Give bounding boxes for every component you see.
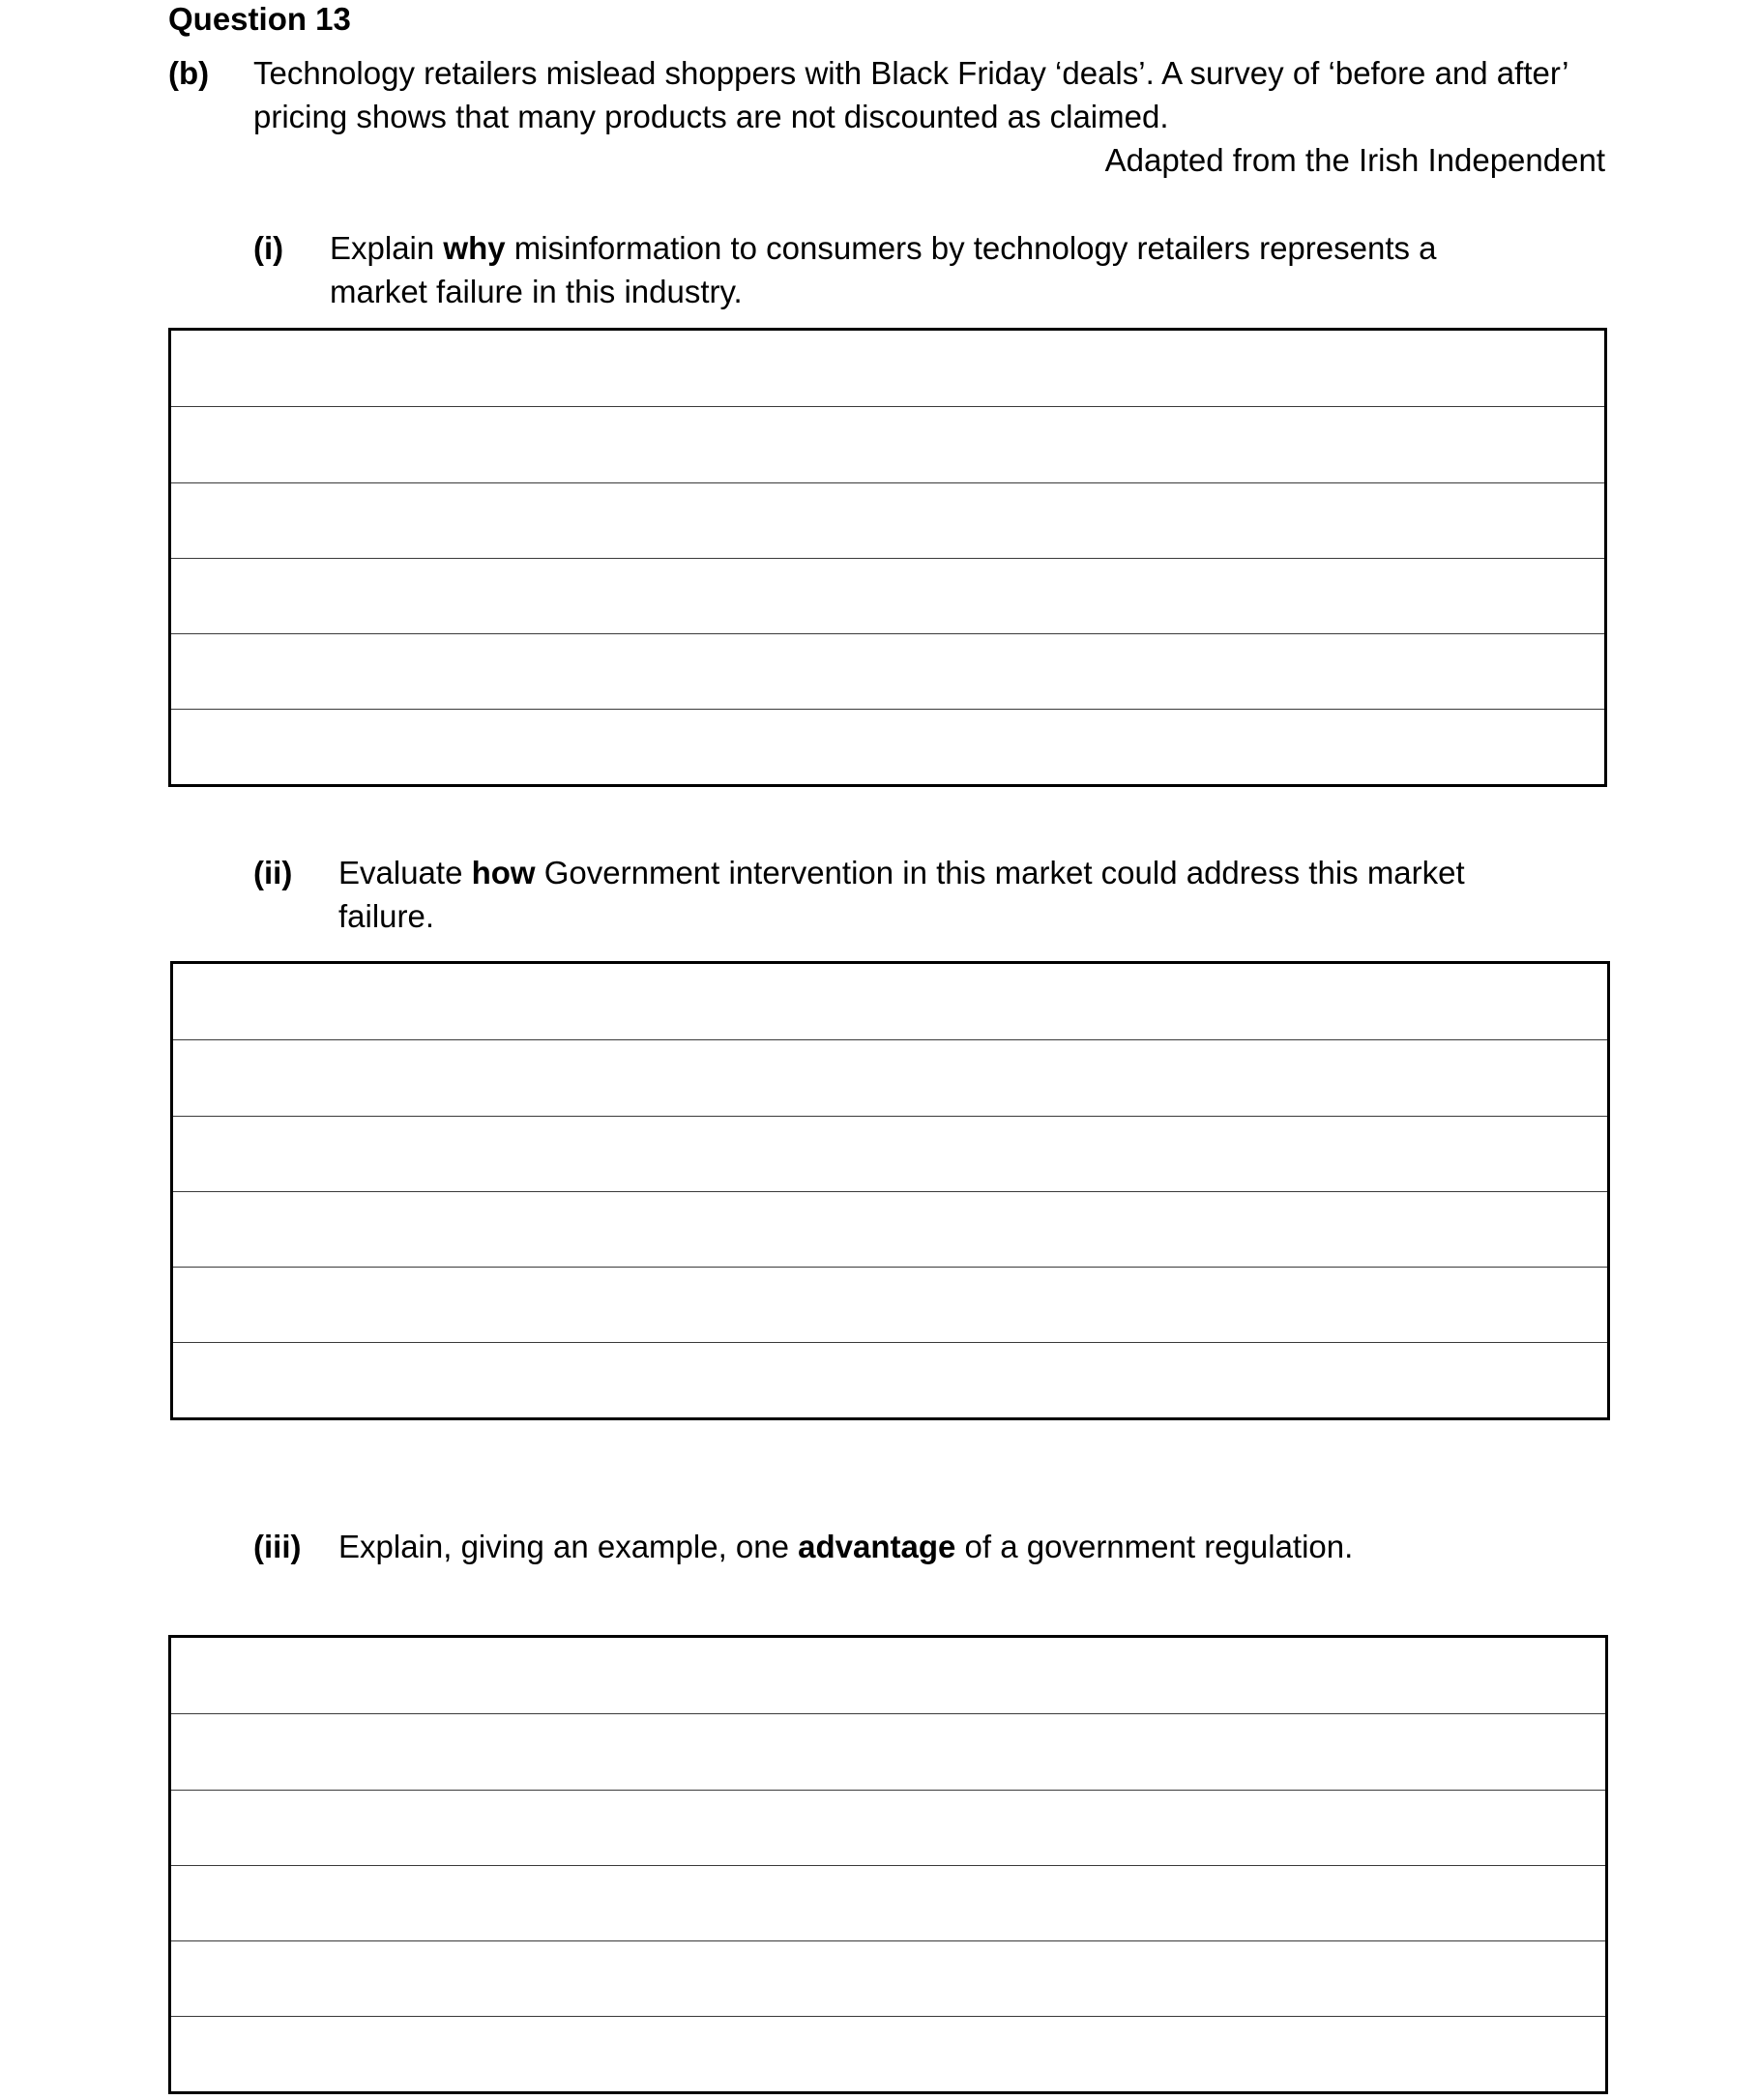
question-title: Question 13 bbox=[168, 1, 351, 37]
answer-line bbox=[173, 1116, 1607, 1117]
answer-line bbox=[171, 1790, 1605, 1791]
part-ii-label: (ii) bbox=[253, 855, 293, 890]
part-iii-label: (iii) bbox=[253, 1529, 302, 1564]
answer-line bbox=[173, 1342, 1607, 1343]
part-b-intro: Technology retailers mislead shoppers with Black Friday ‘deals’. A survey of ‘before and after’ pricing shows that many products are not discounted as claimed. bbox=[253, 55, 1568, 134]
part-i-text-after: misinformation to consumers by technology retailers represents a market failure in this industry. bbox=[330, 230, 1437, 309]
part-ii-question bbox=[338, 851, 1528, 938]
source-citation: Adapted from the Irish Independent bbox=[1104, 142, 1605, 178]
answer-box-iii[interactable] bbox=[168, 1635, 1608, 2094]
answer-line bbox=[173, 1039, 1607, 1040]
answer-line bbox=[171, 1940, 1605, 1941]
part-iii-text-before: Explain, giving an example, one bbox=[338, 1529, 799, 1564]
part-b-label: (b) bbox=[168, 55, 210, 91]
answer-line bbox=[171, 406, 1604, 407]
part-i-text-before: Explain bbox=[330, 230, 444, 266]
answer-line bbox=[171, 709, 1604, 710]
answer-line bbox=[173, 1267, 1607, 1268]
part-i-question bbox=[330, 226, 1538, 313]
answer-box-i[interactable] bbox=[168, 328, 1607, 787]
part-iii-emphasis: advantage bbox=[798, 1529, 956, 1564]
answer-line bbox=[171, 1865, 1605, 1866]
part-ii-text-before: Evaluate bbox=[338, 855, 472, 890]
answer-line bbox=[173, 1191, 1607, 1192]
part-iii-text-after: of a government regulation. bbox=[955, 1529, 1354, 1564]
answer-box-ii[interactable] bbox=[170, 961, 1610, 1420]
answer-line bbox=[171, 2016, 1605, 2017]
answer-line bbox=[171, 558, 1604, 559]
part-ii-emphasis: how bbox=[471, 855, 536, 890]
answer-line bbox=[171, 633, 1604, 634]
part-iii-question bbox=[338, 1525, 1596, 1568]
part-ii-text-after: Government intervention in this market could address this market failure. bbox=[338, 855, 1465, 934]
answer-line bbox=[171, 1713, 1605, 1714]
answer-line bbox=[171, 482, 1604, 483]
part-i-label: (i) bbox=[253, 230, 284, 266]
part-i-emphasis: why bbox=[443, 230, 506, 266]
